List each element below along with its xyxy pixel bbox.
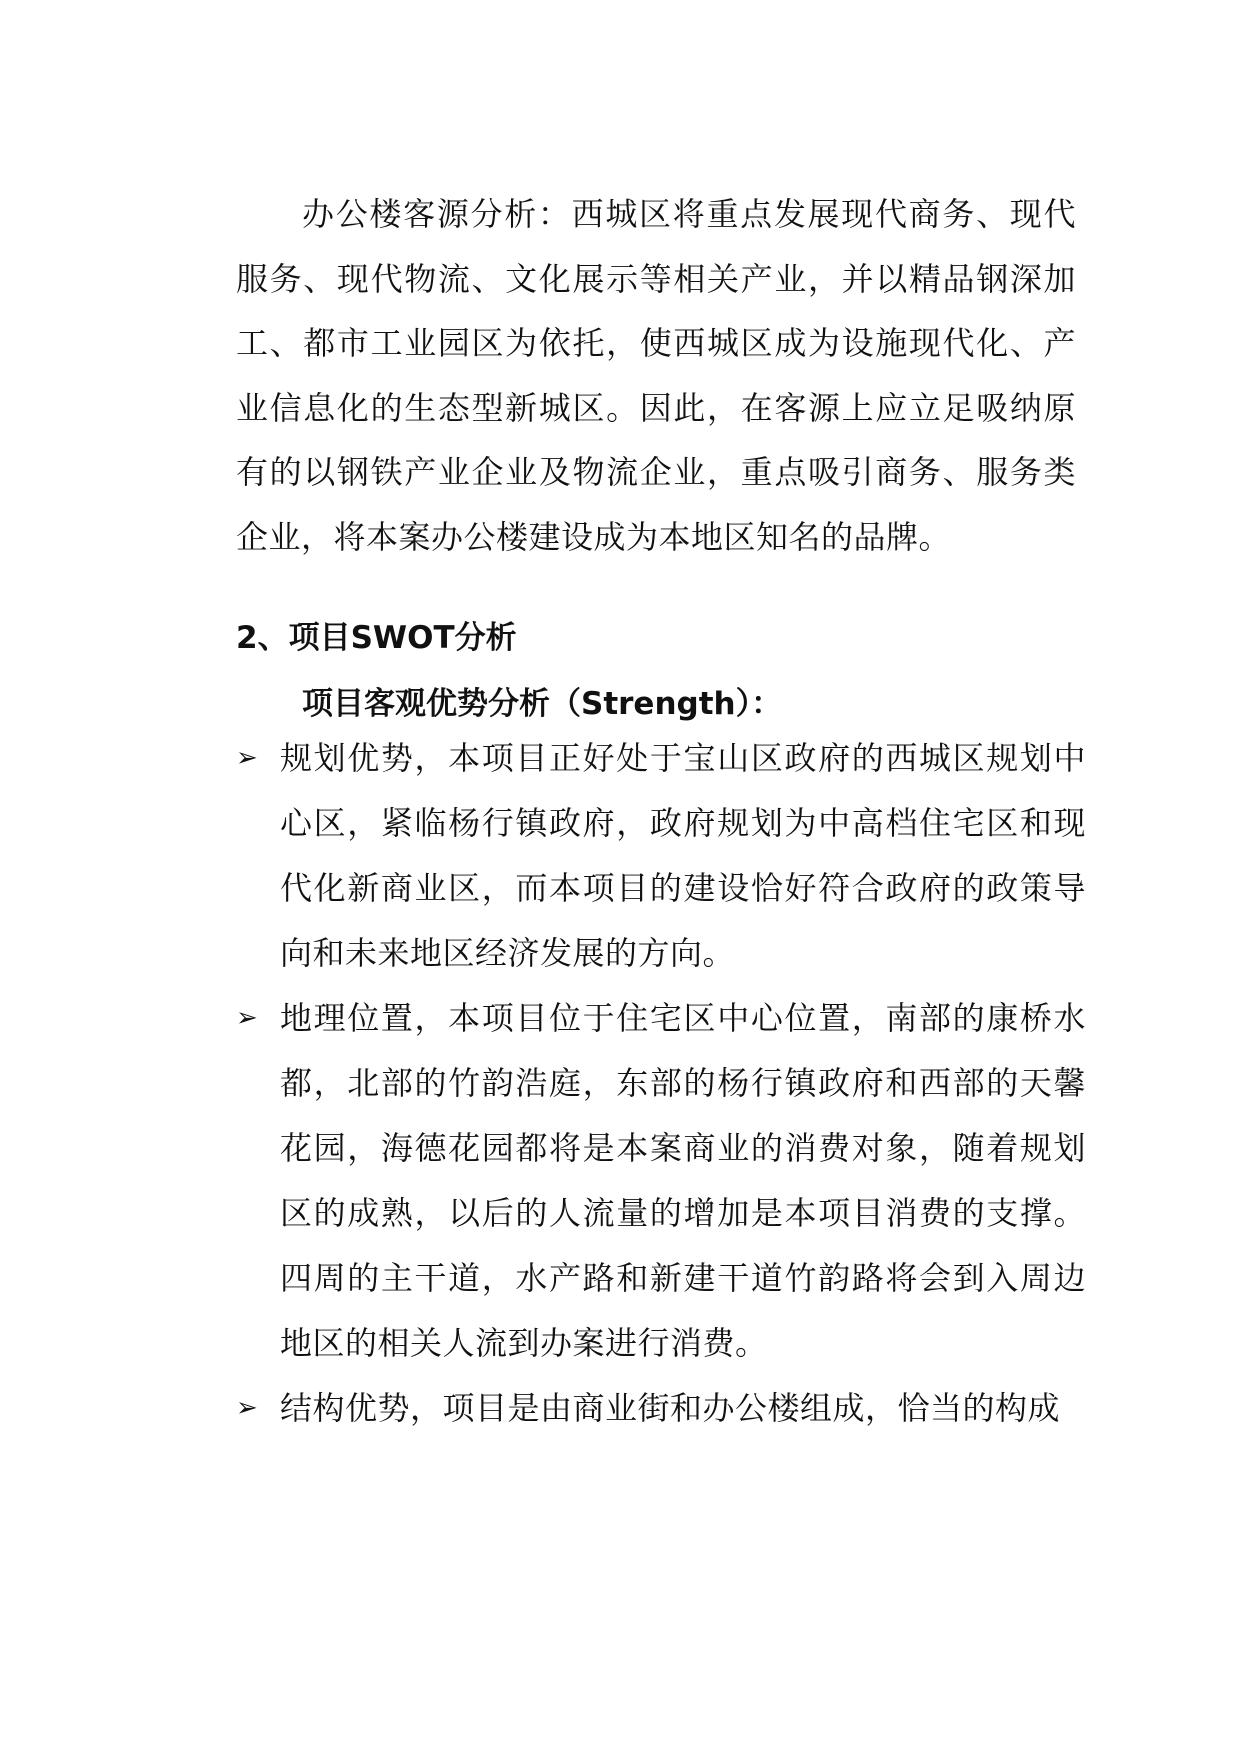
- arrow-bullet-icon: ➢: [236, 1003, 259, 1033]
- subsection-heading: 项目客观优势分析（Strength）：: [302, 686, 783, 722]
- bullet-text: 地理位置，本项目位于住宅区中心位置，南部的康桥水都，北部的竹韵浩庭，东部的杨行镇政府和西部的天馨花园，海德花园都将是本案商业的消费对象，随着规划区的成熟，以后的人流量的增加是本项目消费的支撑。四周的主干道，水产路和新建干道竹韵路将会到入周边地区的相关人流到办案进行消费。: [280, 999, 1086, 1362]
- bullet-item-location: [236, 986, 1086, 1376]
- bullet-item-planning: [236, 726, 1086, 986]
- intro-paragraph: 办公楼客源分析：西城区将重点发展现代商务、现代服务、现代物流、文化展示等相关产业，并以精品钢深加工、都市工业园区为依托，使西城区成为设施现代化、产业信息化的生态型新城区。因此，在客源上应立足吸纳原有的以钢铁产业企业及物流企业，重点吸引商务、服务类企业，将本案办公楼建设成为本地区知名的品牌。: [236, 195, 1076, 556]
- strength-bullet-list: [236, 726, 1086, 1441]
- arrow-bullet-icon: ➢: [236, 1393, 259, 1423]
- bullet-text: 规划优势，本项目正好处于宝山区政府的西城区规划中心区，紧临杨行镇政府，政府规划为中高档住宅区和现代化新商业区，而本项目的建设恰好符合政府的政策导向和未来地区经济发展的方向。: [280, 739, 1086, 972]
- bullet-text: 结构优势，项目是由商业街和办公楼组成，恰当的构成: [280, 1389, 1061, 1427]
- section-heading: 2、项目SWOT分析: [236, 620, 517, 656]
- arrow-bullet-icon: ➢: [236, 743, 259, 773]
- bullet-item-structure: [236, 1376, 1086, 1441]
